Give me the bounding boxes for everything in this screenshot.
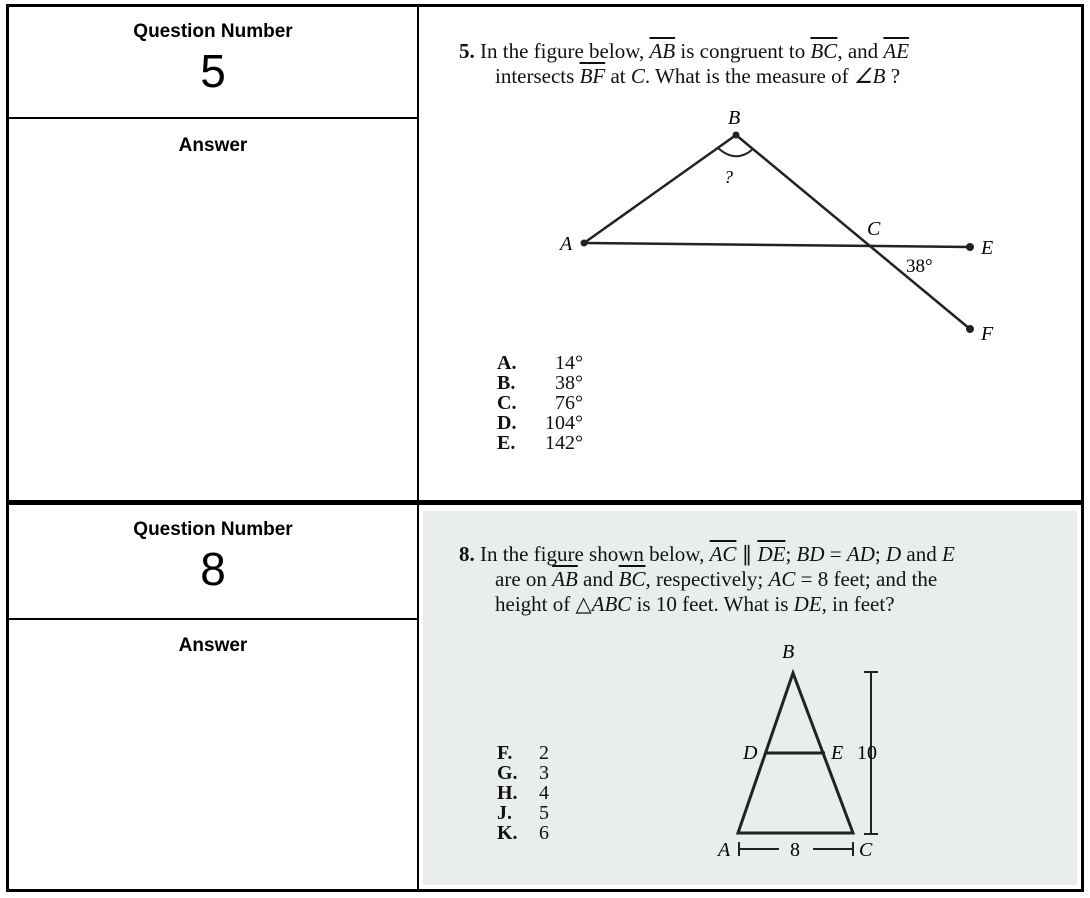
answer-label: Answer: [178, 635, 248, 656]
choice-a[interactable]: A. 14°: [497, 352, 583, 374]
question-content-cell: [419, 505, 1081, 889]
question-number-cell: [9, 7, 417, 119]
segment-bf: $\overline{BF}$: [579, 64, 606, 88]
label-e: E: [981, 237, 994, 259]
answer-choices: [497, 353, 583, 453]
question-content-cell: [419, 7, 1081, 500]
choice-g[interactable]: G. 3: [497, 762, 549, 784]
choice-c[interactable]: C. 76°: [497, 392, 583, 414]
problem-number: 5.: [459, 39, 475, 63]
label-c: C: [859, 839, 873, 861]
stem-line-1: 8. In the figure shown below, $\overline{AC}$ ∥ $\overline{DE}$; BD = AD; D and E: [459, 542, 955, 566]
scanned-question-panel: [423, 511, 1077, 885]
base-length-label: 8: [790, 839, 800, 861]
angle-b-arc: [718, 148, 753, 156]
segment-ab-line: [584, 135, 736, 243]
label-f: F: [981, 323, 994, 345]
choice-j[interactable]: J. 5: [497, 802, 549, 824]
label-a: A: [718, 839, 731, 861]
choice-b[interactable]: B. 38°: [497, 372, 583, 394]
point-a: [581, 240, 588, 247]
question-number-label: Question Number: [133, 519, 293, 540]
choice-e[interactable]: E. 142°: [497, 432, 583, 454]
choice-h[interactable]: H. 4: [497, 782, 549, 804]
stem-line-2: are on $\overline{AB}$ and $\overline{BC}$, respectively; AC = 8 feet; and the: [495, 567, 938, 591]
angle-b: ∠B: [853, 64, 886, 88]
question-row-5: [9, 7, 1081, 505]
segment-ab: $\overline{AB}$: [649, 39, 676, 63]
stem-line-1: 5. In the figure below, $\overline{AB}$ is congruent to $\overline{BC}$, and $\overline{AE}$: [459, 39, 910, 63]
given-angle-label: 38°: [906, 256, 933, 277]
label-c: C: [867, 218, 881, 240]
segment-bf-line: [736, 135, 970, 329]
point-f: [966, 325, 974, 333]
worksheet-table: [6, 4, 1084, 892]
point-b: [733, 132, 740, 139]
answer-choices: [497, 743, 549, 843]
label-d: D: [743, 742, 758, 764]
answer-label: Answer: [178, 135, 248, 156]
question-info-cell: [9, 505, 419, 889]
question-row-8: [9, 505, 1081, 889]
choice-k[interactable]: K. 6: [497, 822, 549, 844]
question-number: 5: [200, 45, 226, 97]
label-e: E: [831, 742, 844, 764]
label-b: B: [782, 641, 795, 663]
label-a: A: [560, 233, 573, 255]
segment-ae: $\overline{AE}$: [883, 39, 910, 63]
segment-ae-line: [584, 243, 970, 247]
question-number-cell: [9, 505, 417, 620]
question-number-label: Question Number: [133, 21, 293, 42]
point-e: [966, 243, 974, 251]
stem-line-2: intersects $\overline{BF}$ at C. What is the measure of ∠B ?: [495, 64, 901, 88]
choice-f[interactable]: F. 2: [497, 742, 549, 764]
question-number: 8: [200, 543, 226, 595]
problem-number: 8.: [459, 542, 475, 566]
height-label: 10: [857, 742, 877, 764]
question-info-cell: [9, 7, 419, 500]
label-b: B: [728, 107, 741, 129]
segment-bc: $\overline{BC}$: [810, 39, 838, 63]
choice-d[interactable]: D. 104°: [497, 412, 583, 434]
unknown-angle-label: ?: [724, 167, 733, 187]
stem-line-3: height of △ABC is 10 feet. What is DE, in feet?: [495, 592, 895, 616]
